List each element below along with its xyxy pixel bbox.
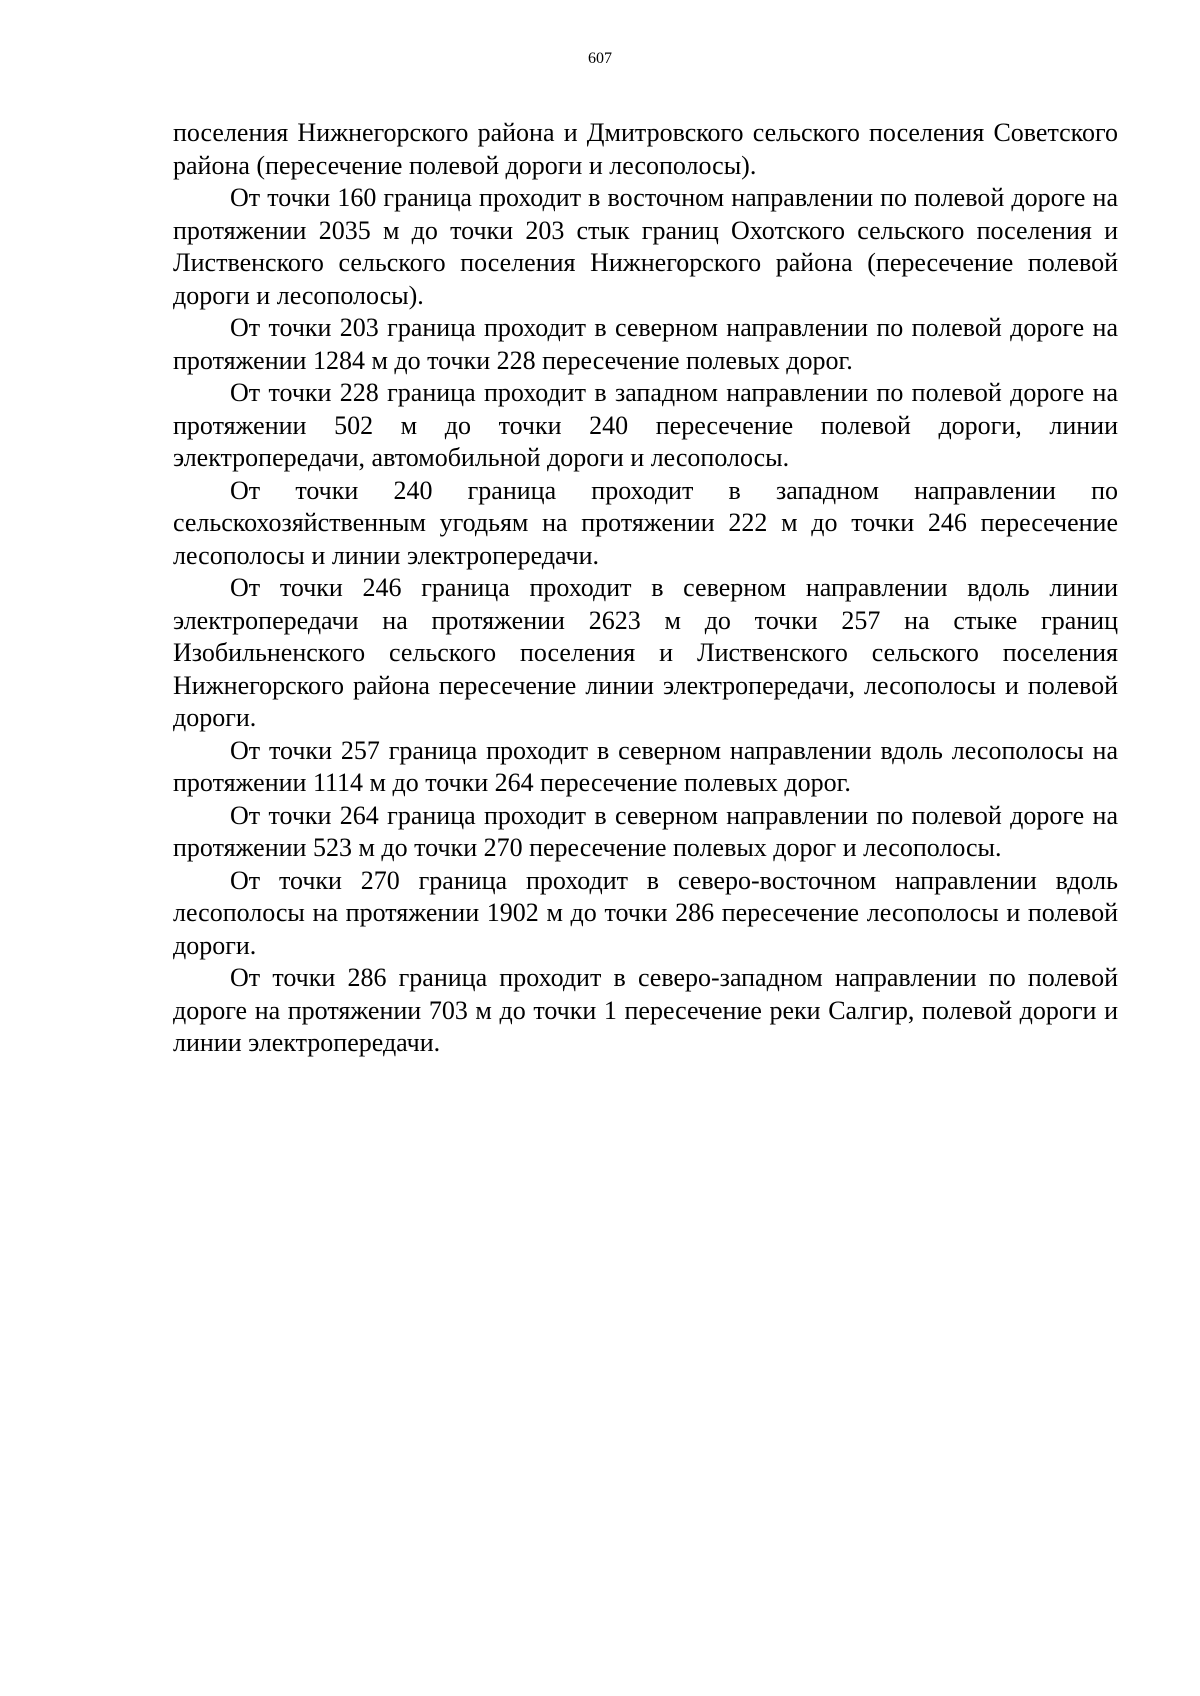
paragraph-continuation: поселения Нижнегорского района и Дмитровского сельского поселения Советского района (пересечение полевой дороги и лесополосы). [173, 118, 1118, 180]
paragraph: От точки 270 граница проходит в северо-восточном направлении вдоль лесополосы на протяжении 1902 м до точки 286 пересечение лесополосы и полевой дороги. [173, 865, 1118, 960]
paragraph: От точки 257 граница проходит в северном направлении вдоль лесополосы на протяжении 1114 м до точки 264 пересечение полевых дорог. [173, 735, 1118, 797]
paragraph: От точки 264 граница проходит в северном направлении по полевой дороге на протяжении 523 м до точки 270 пересечение полевых дорог и лесополосы. [173, 800, 1118, 862]
paragraph: От точки 240 граница проходит в западном направлении по сельскохозяйственным угодьям на протяжении 222 м до точки 246 пересечение лесополосы и линии электропередачи. [173, 475, 1118, 570]
paragraph: От точки 228 граница проходит в западном направлении по полевой дороге на протяжении 502 м до точки 240 пересечение полевой дороги, линии электропередачи, автомобильной дороги и лесополосы. [173, 378, 1118, 472]
paragraph: От точки 246 граница проходит в северном направлении вдоль линии электропередачи на протяжении 2623 м до точки 257 на стыке границ Изобильненского сельского поселения и Лиственского сельского поселения Нижнегорского района пересечение линии электропередачи, лесополосы и полевой дороги. [173, 573, 1118, 732]
page-number: 607 [588, 50, 612, 67]
document-body [173, 117, 1118, 1060]
paragraph: От точки 286 граница проходит в северо-западном направлении по полевой дороге на протяжении 703 м до точки 1 пересечение реки Салгир, полевой дороги и линии электропередачи. [173, 963, 1118, 1057]
paragraph: От точки 160 граница проходит в восточном направлении по полевой дороге на протяжении 2035 м до точки 203 стык границ Охотского сельского поселения и Лиственского сельского поселения Нижнегорского района (пересечение полевой дороги и лесополосы). [173, 183, 1118, 310]
paragraph: От точки 203 граница проходит в северном направлении по полевой дороге на протяжении 1284 м до точки 228 пересечение полевых дорог. [173, 313, 1118, 375]
